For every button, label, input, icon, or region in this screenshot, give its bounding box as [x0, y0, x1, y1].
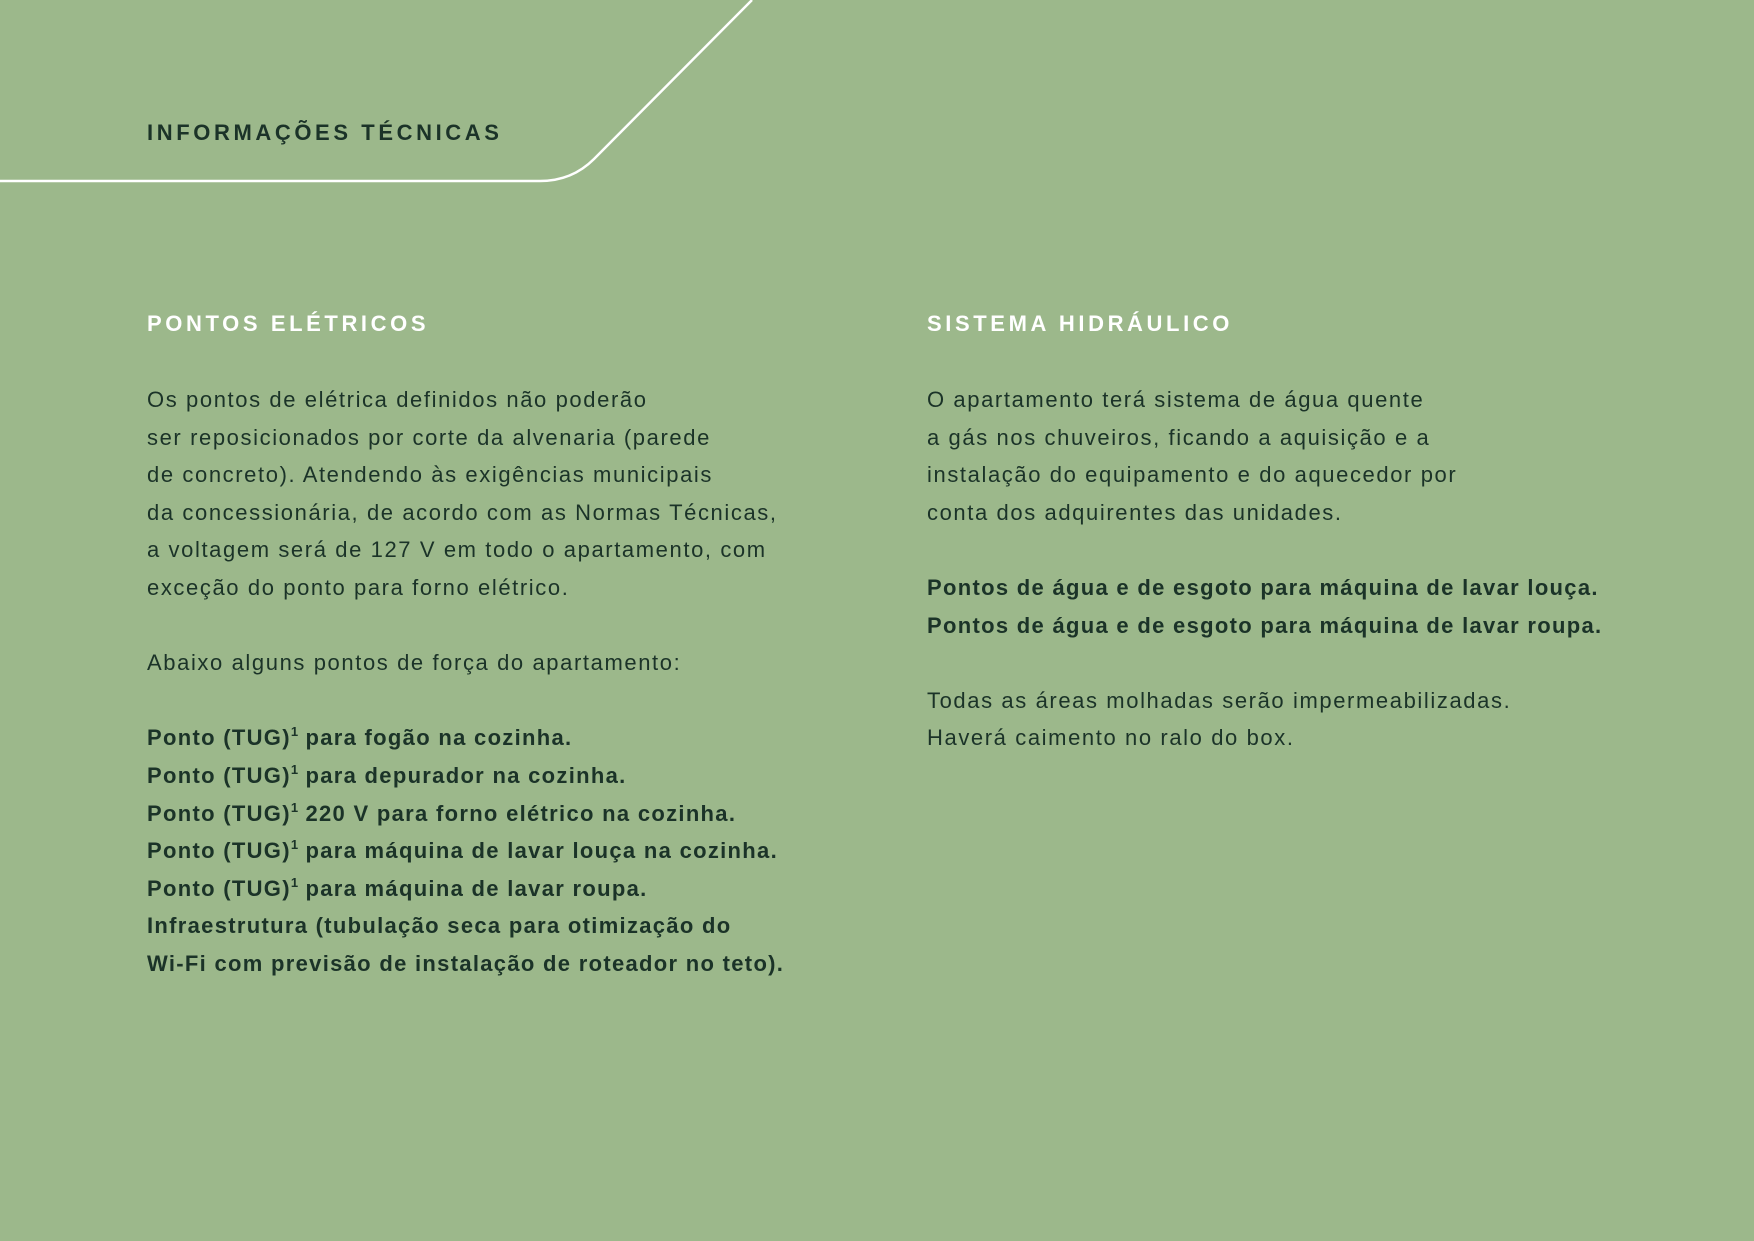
power-point-prefix: Ponto (TUG) [147, 762, 291, 788]
power-point-text: 220 V para forno elétrico na cozinha. [298, 800, 737, 826]
spacer [927, 531, 1717, 569]
power-point-prefix: Ponto (TUG) [147, 838, 291, 864]
hydraulic-closing-line: Haverá caimento no ralo do box. [927, 725, 1295, 751]
power-point-prefix: Ponto (TUG) [147, 800, 291, 826]
footnote-marker: 1 [290, 874, 299, 890]
electrical-section [147, 309, 867, 983]
page-title: INFORMAÇÕES TÉCNICAS [147, 120, 503, 145]
hydraulic-paragraph-line: O apartamento terá sistema de água quente [927, 387, 1425, 412]
power-point-text: para máquina de lavar roupa. [298, 875, 648, 901]
spacer [147, 607, 867, 645]
footnote-marker: 1 [290, 837, 299, 853]
hydraulic-paragraph-line: instalação do equipamento e do aquecedor por [927, 462, 1458, 488]
infrastructure-line: Wi-Fi com previsão de instalação de roteador no teto). [147, 950, 785, 976]
power-point-text: para fogão na cozinha. [298, 725, 573, 751]
power-point-text: para depurador na cozinha. [298, 762, 627, 788]
power-point-item [147, 832, 867, 870]
water-sewage-point: Pontos de água e de esgoto para máquina de lavar roupa. [927, 612, 1603, 638]
footnote-marker: 1 [290, 724, 299, 740]
electrical-paragraph-line: a voltagem será de 127 V em todo o apartamento, com [147, 537, 767, 563]
power-point-item [147, 795, 867, 833]
hydraulic-paragraph-line: a gás nos chuveiros, ficando a aquisição e a [927, 424, 1431, 450]
power-point-text: para máquina de lavar louça na cozinha. [298, 838, 778, 864]
infrastructure-line: Infraestrutura (tubulação seca para otimização do [147, 913, 732, 939]
water-sewage-point: Pontos de água e de esgoto para máquina de lavar louça. [927, 574, 1599, 600]
electrical-paragraph-line: da concessionária, de acordo com as Normas Técnicas, [147, 499, 778, 525]
hydraulic-section [927, 309, 1717, 757]
electrical-paragraph-line: ser reposicionados por corte da alvenaria (parede [147, 424, 711, 450]
power-point-prefix: Ponto (TUG) [147, 725, 291, 751]
power-point-item [147, 870, 867, 908]
hydraulic-heading: SISTEMA HIDRÁULICO [927, 311, 1233, 336]
footnote-marker: 1 [290, 761, 299, 777]
electrical-paragraph-line: Os pontos de elétrica definidos não poderão [147, 387, 648, 412]
power-point-item [147, 719, 867, 757]
electrical-intro: Abaixo alguns pontos de força do apartamento: [147, 650, 682, 676]
power-point-item [147, 757, 867, 795]
hydraulic-paragraph-line: conta dos adquirentes das unidades. [927, 499, 1343, 525]
footnote-marker: 1 [290, 799, 299, 815]
electrical-paragraph-line: exceção do ponto para forno elétrico. [147, 574, 570, 600]
spacer [927, 644, 1717, 682]
power-point-prefix: Ponto (TUG) [147, 875, 291, 901]
electrical-heading: PONTOS ELÉTRICOS [147, 311, 430, 336]
spacer [147, 682, 867, 720]
electrical-paragraph-line: de concreto). Atendendo às exigências municipais [147, 462, 713, 488]
hydraulic-closing-line: Todas as áreas molhadas serão impermeabilizadas. [927, 687, 1512, 713]
